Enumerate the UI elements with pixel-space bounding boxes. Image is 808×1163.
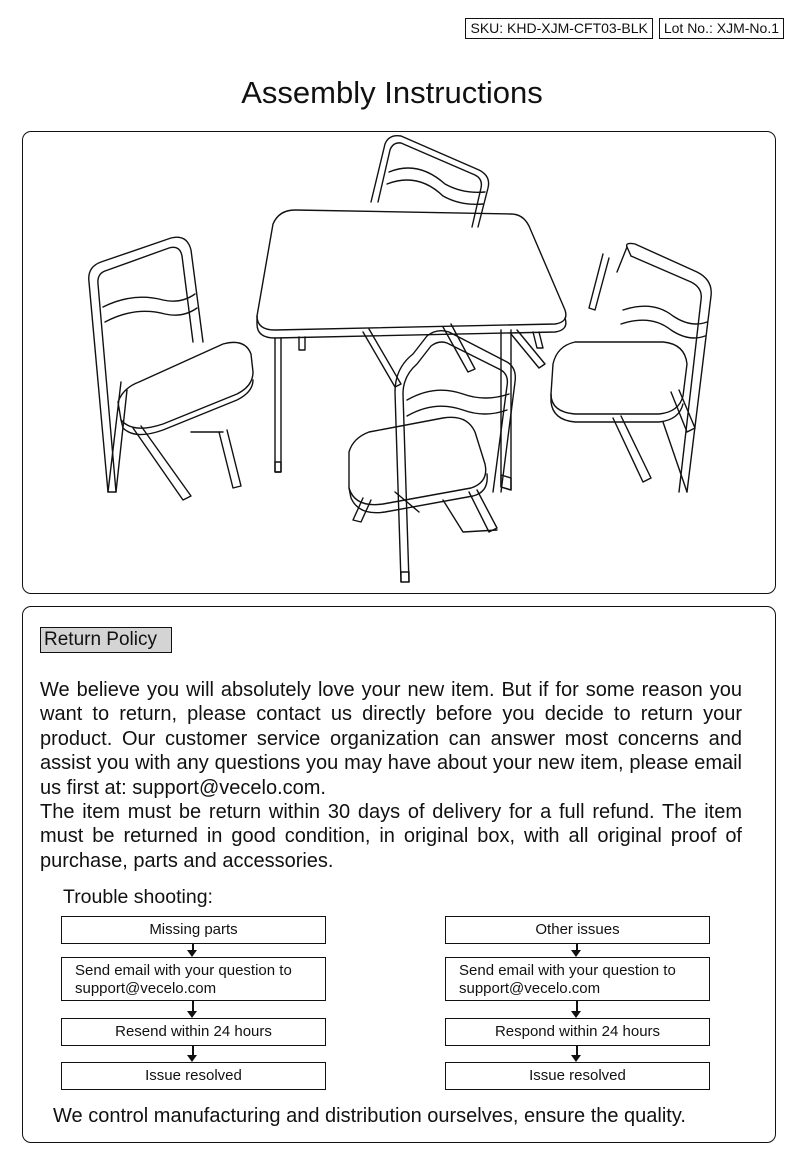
folding-table-with-four-chairs-icon xyxy=(23,132,774,592)
page-title: Assembly Instructions xyxy=(241,75,543,110)
flow-action-email: support@vecelo.com xyxy=(75,980,217,997)
flow-response-box: Respond within 24 hours xyxy=(445,1018,710,1046)
return-policy-paragraph-1: We believe you will absolutely love your new item. But if for some reason you want to return, please contact us directly before you decide to return your product. Our customer service organization can answer most concerns and assist you with any questions you may have about your new item, please email us first at: support@vecelo.com. xyxy=(40,679,742,799)
front-chair-icon xyxy=(349,331,515,582)
return-policy-paragraph-2: The item must be return within 30 days of delivery for a full refund. The item must be returned in good condition, in original box, with all original proof of purchase, parts and accessories. xyxy=(40,801,742,872)
flow-action-line-1: Send email with your question to xyxy=(459,962,676,979)
product-illustration-panel xyxy=(22,131,776,594)
right-chair-icon xyxy=(551,243,711,492)
folding-table-icon xyxy=(257,210,566,490)
flow-result-box: Issue resolved xyxy=(445,1062,710,1090)
flow-action-box xyxy=(445,957,710,1001)
return-policy-text xyxy=(40,678,742,873)
sku-label: SKU: KHD-XJM-CFT03-BLK xyxy=(465,18,652,39)
header-tags xyxy=(465,18,784,39)
flow-start-box: Other issues xyxy=(445,916,710,944)
troubleshooting-heading: Trouble shooting: xyxy=(63,886,213,908)
return-policy-panel xyxy=(22,606,776,1143)
left-chair-icon xyxy=(89,237,253,500)
flow-start-box: Missing parts xyxy=(61,916,326,944)
lot-number-label: Lot No.: XJM-No.1 xyxy=(659,18,784,39)
back-chair-icon xyxy=(363,136,489,387)
quality-statement: We control manufacturing and distribution ourselves, ensure the quality. xyxy=(53,1105,686,1127)
flow-result-box: Issue resolved xyxy=(61,1062,326,1090)
flow-response-box: Resend within 24 hours xyxy=(61,1018,326,1046)
return-policy-heading: Return Policy xyxy=(40,627,172,653)
flow-action-box xyxy=(61,957,326,1001)
flow-action-line-1: Send email with your question to xyxy=(75,962,292,979)
flow-action-email: support@vecelo.com xyxy=(459,980,601,997)
